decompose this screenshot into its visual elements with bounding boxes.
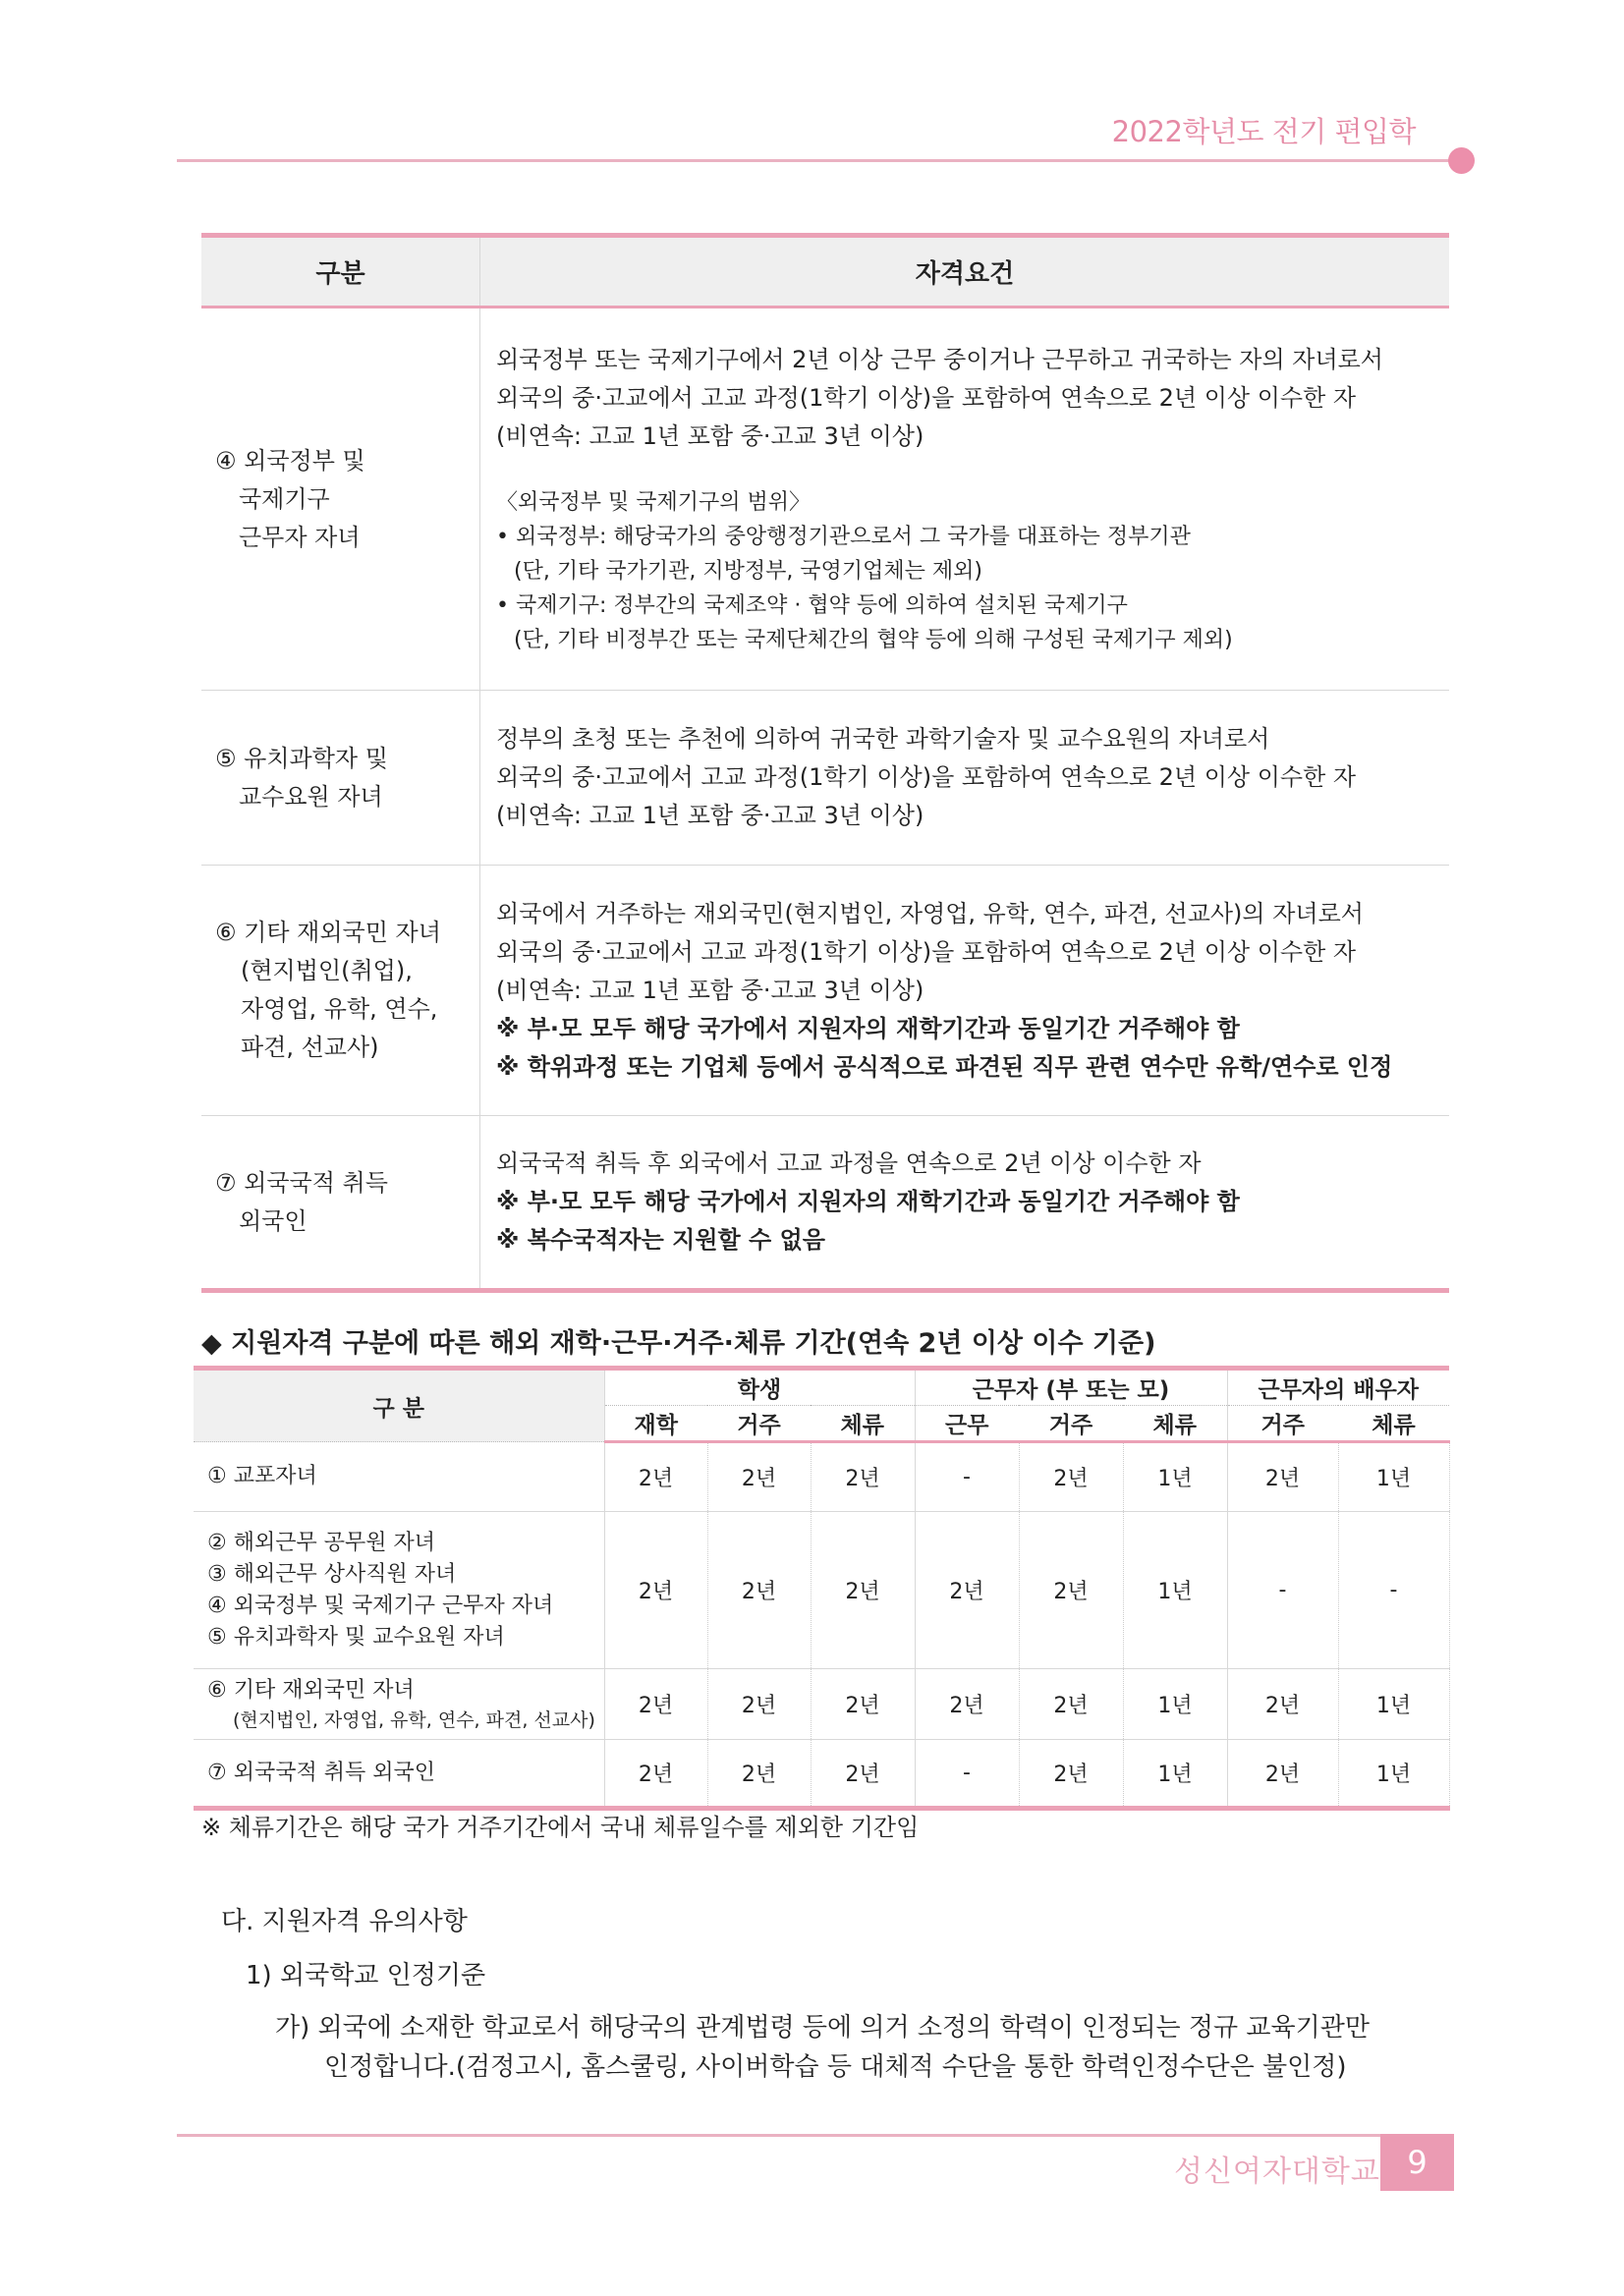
page-number: 9	[1380, 2134, 1454, 2191]
subheader: 체류	[1123, 1406, 1227, 1442]
cell: 1년	[1123, 1740, 1227, 1809]
cell: 2년	[1019, 1442, 1123, 1512]
cell: 1년	[1123, 1669, 1227, 1740]
cell: 2년	[707, 1669, 811, 1740]
table-row	[201, 1116, 1449, 1291]
table-row	[194, 1512, 1449, 1669]
running-header-title: 2022학년도 전기 편입학	[1111, 115, 1416, 148]
table-note: ※ 체류기간은 해당 국가 거주기간에서 국내 체류일수를 제외한 기간임	[201, 1814, 920, 1841]
row-label: ⑥ 기타 재외국민 자녀 (현지법인, 자영업, 유학, 연수, 파견, 선교사)	[194, 1669, 604, 1740]
subsection-item: 1) 외국학교 인정기준	[246, 1961, 486, 1990]
cell: 1년	[1338, 1442, 1449, 1512]
row-label: ⑦ 외국국적 취득 외국인	[194, 1740, 604, 1809]
paragraph-line: 인정합니다.(검정고시, 홈스쿨링, 사이버학습 등 대체적 수단을 통한 학력인정수단은 불인정)	[324, 2052, 1347, 2082]
cell: 2년	[707, 1512, 811, 1669]
subheader: 체류	[811, 1406, 915, 1442]
header-rule	[177, 159, 1454, 162]
cell: 2년	[1227, 1669, 1338, 1740]
group-header-worker: 근무자 (부 또는 모)	[915, 1369, 1227, 1406]
col-header-requirements: 자격요건	[480, 236, 1450, 308]
subheader: 체류	[1338, 1406, 1449, 1442]
cell: -	[915, 1740, 1019, 1809]
table-row	[201, 308, 1449, 691]
cell: 1년	[1123, 1512, 1227, 1669]
cell: -	[1227, 1512, 1338, 1669]
paragraph-line: 가) 외국에 소재한 학교로서 해당국의 관계법령 등에 의거 소정의 학력이 인정되는 정규 교육기관만	[275, 2013, 1370, 2043]
group-header-student: 학생	[604, 1369, 915, 1406]
row-requirements: 외국에서 거주하는 재외국민(현지법인, 자영업, 유학, 연수, 파견, 선교사)의 자녀로서 외국의 중·고교에서 고교 과정(1학기 이상)을 포함하여 연속으로 2년 이상 이수한 자 (비연속: 고교 1년 포함 중·고교 3년 이상) ※ 부·모 모두 해당 국가에서 지원자의 재학기간과 동일기간 거주해야 함 ※ 학위과정 또는 기업체 등에서 공식적으로 파견된 직무 관련 연수만 유학/연수로 인정	[480, 866, 1450, 1116]
cell: -	[1338, 1512, 1449, 1669]
cell: -	[915, 1442, 1019, 1512]
footer-university: 성신여자대학교	[1174, 2155, 1380, 2189]
row-category: ⑦ 외국국적 취득 외국인	[201, 1116, 480, 1291]
cell: 2년	[604, 1740, 707, 1809]
subheader: 근무	[915, 1406, 1019, 1442]
section-heading: ◆ 지원자격 구분에 따른 해외 재학·근무·거주·체류 기간(연속 2년 이상 이수 기준)	[201, 1328, 1156, 1359]
subsection-heading: 다. 지원자격 유의사항	[221, 1907, 468, 1936]
row-requirements: 외국정부 또는 국제기구에서 2년 이상 근무 중이거나 근무하고 귀국하는 자의 자녀로서 외국의 중·고교에서 고교 과정(1학기 이상)을 포함하여 연속으로 2년 이상 이수한 자 (비연속: 고교 1년 포함 중·고교 3년 이상) 〈외국정부 및 국제기구의 범위〉 • 외국정부: 해당국가의 중앙행정기관으로서 그 국가를 대표하는 정부기관 (단, 기타 국가기관, 지방정부, 국영기업체는 제외) • 국제기구: 정부간의 국제조약 · 협약 등에 의하여 설치된 국제기구 (단, 기타 비정부간 또는 국제단체간의 협약 등에 의해 구성된 국제기구 제외)	[480, 308, 1450, 691]
cell: 2년	[604, 1442, 707, 1512]
col-header-category: 구분	[201, 236, 480, 308]
row-requirements: 정부의 초청 또는 추천에 의하여 귀국한 과학기술자 및 교수요원의 자녀로서 외국의 중·고교에서 고교 과정(1학기 이상)을 포함하여 연속으로 2년 이상 이수한 자 (비연속: 고교 1년 포함 중·고교 3년 이상)	[480, 691, 1450, 866]
row-category: ④ 외국정부 및 국제기구 근무자 자녀	[201, 308, 480, 691]
cell: 2년	[811, 1669, 915, 1740]
cell: 2년	[811, 1442, 915, 1512]
corner-header: 구 분	[194, 1369, 604, 1442]
period-table	[194, 1366, 1450, 1811]
scope-title: 〈외국정부 및 국제기구의 범위〉	[496, 490, 812, 515]
cell: 2년	[811, 1512, 915, 1669]
table-row	[201, 866, 1449, 1116]
subheader: 거주	[1019, 1406, 1123, 1442]
footer-rule	[177, 2134, 1454, 2137]
row-label: ② 해외근무 공무원 자녀 ③ 해외근무 상사직원 자녀 ④ 외국정부 및 국제기구 근무자 자녀 ⑤ 유치과학자 및 교수요원 자녀	[194, 1512, 604, 1669]
table-row	[194, 1442, 1449, 1512]
cell: 2년	[1227, 1740, 1338, 1809]
table-row	[194, 1669, 1449, 1740]
cell: 2년	[1227, 1442, 1338, 1512]
cell: 2년	[1019, 1512, 1123, 1669]
qualification-table	[201, 233, 1449, 1293]
row-label: ① 교포자녀	[194, 1442, 604, 1512]
table-row	[201, 691, 1449, 866]
cell: 2년	[604, 1669, 707, 1740]
subheader: 재학	[604, 1406, 707, 1442]
cell: 2년	[707, 1740, 811, 1809]
cell: 2년	[707, 1442, 811, 1512]
header-dot	[1448, 147, 1475, 174]
cell: 1년	[1338, 1740, 1449, 1809]
row-category: ⑥ 기타 재외국민 자녀 (현지법인(취업), 자영업, 유학, 연수, 파견, 선교사)	[201, 866, 480, 1116]
cell: 2년	[811, 1740, 915, 1809]
row-requirements: 외국국적 취득 후 외국에서 고교 과정을 연속으로 2년 이상 이수한 자 ※ 부·모 모두 해당 국가에서 지원자의 재학기간과 동일기간 거주해야 함 ※ 복수국적자는 지원할 수 없음	[480, 1116, 1450, 1291]
cell: 1년	[1338, 1669, 1449, 1740]
group-header-spouse: 근무자의 배우자	[1227, 1369, 1449, 1406]
cell: 2년	[604, 1512, 707, 1669]
table-row	[194, 1740, 1449, 1809]
subheader: 거주	[707, 1406, 811, 1442]
subheader: 거주	[1227, 1406, 1338, 1442]
row-category: ⑤ 유치과학자 및 교수요원 자녀	[201, 691, 480, 866]
cell: 2년	[915, 1669, 1019, 1740]
cell: 2년	[1019, 1669, 1123, 1740]
cell: 2년	[1019, 1740, 1123, 1809]
cell: 1년	[1123, 1442, 1227, 1512]
cell: 2년	[915, 1512, 1019, 1669]
